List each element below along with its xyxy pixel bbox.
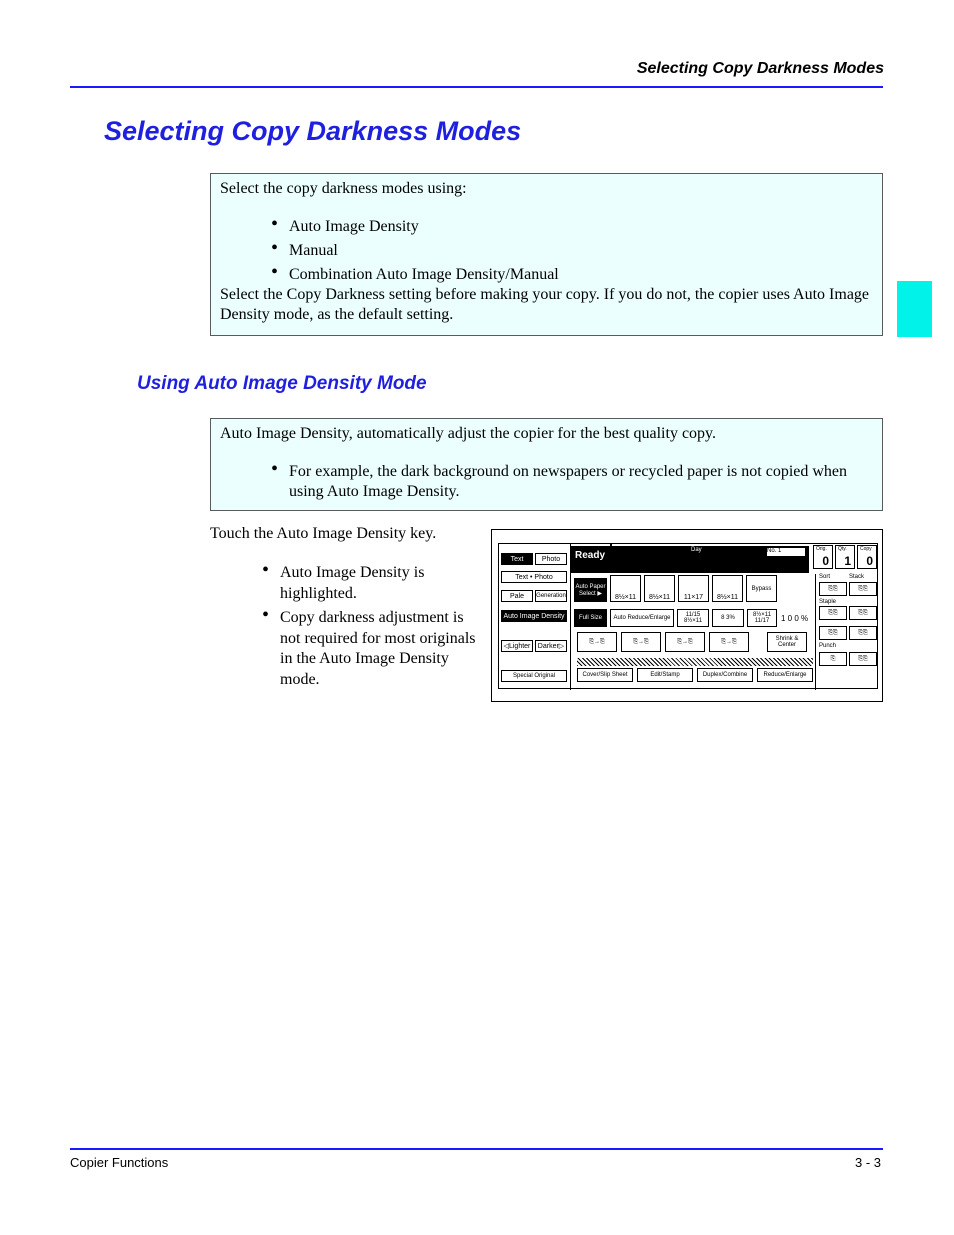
ratio-key-3[interactable]: 8½×11 11/17	[747, 609, 777, 627]
staple-key-4[interactable]: ⎘⎘	[849, 626, 877, 640]
text-key[interactable]: Text	[501, 553, 533, 565]
duplex-combine-key[interactable]: Duplex/Combine	[697, 668, 753, 682]
sort-label: Sort	[819, 574, 831, 580]
pale-key[interactable]: Pale	[501, 590, 533, 602]
job-number: No. 1	[767, 548, 805, 556]
page-number: 3 - 3	[854, 1155, 881, 1170]
page-title: Selecting Copy Darkness Modes	[104, 116, 522, 146]
tray-1-key[interactable]: 8½×11	[610, 575, 641, 602]
text-photo-key[interactable]: Text • Photo	[501, 571, 567, 583]
aid-box	[210, 418, 883, 511]
staple-label: Staple	[819, 599, 837, 605]
generation-key[interactable]: Generation	[535, 590, 567, 602]
sort-key[interactable]: ⎘⎘	[819, 582, 847, 596]
punch-key-1[interactable]: ⎘	[819, 652, 847, 666]
instruction-text: Touch the Auto Image Density key.	[210, 525, 437, 542]
lighter-key[interactable]: ◁Lighter	[501, 640, 533, 652]
tray-4-key[interactable]: 8½×11	[712, 575, 743, 602]
footer-section: Copier Functions	[70, 1155, 169, 1170]
list-item: • For example, the dark background on newspapers or recycled paper is not copied when using Auto Image Density.	[289, 462, 873, 502]
cover-slip-sheet-key[interactable]: Cover/Slip Sheet	[577, 668, 633, 682]
duplex-icon-1[interactable]: ⎘→⎘	[577, 632, 617, 652]
duplex-icon-4[interactable]: ⎘→⎘	[709, 632, 749, 652]
header-rule	[70, 86, 883, 88]
ratio-key-1[interactable]: 11/15 8½×11	[677, 609, 709, 627]
staple-key-2[interactable]: ⎘⎘	[849, 606, 877, 620]
tray-2-key[interactable]: 8½×11	[644, 575, 675, 602]
photo-key[interactable]: Photo	[535, 553, 567, 565]
ratio-key-2[interactable]: 8 3%	[712, 609, 744, 627]
special-original-key[interactable]: Special Original	[501, 670, 567, 682]
qty-counter: Qty. 1	[835, 545, 855, 569]
stack-key[interactable]: ⎘⎘	[849, 582, 877, 596]
list-item: • Auto Image Density	[289, 217, 873, 237]
list-item: • Combination Auto Image Density/Manual	[289, 265, 873, 285]
aid-list	[289, 462, 873, 502]
ready-status: Ready	[575, 550, 606, 561]
list-item: • Auto Image Density is highlighted.	[280, 563, 485, 604]
list-item: • Manual	[289, 241, 873, 261]
aid-lead: Auto Image Density, automatically adjust the copier for the best quality copy.	[220, 425, 717, 442]
hatched-strip	[577, 658, 813, 666]
unused	[610, 544, 612, 546]
auto-image-density-key[interactable]: Auto Image Density	[501, 610, 567, 622]
auto-reduce-enlarge-key[interactable]: Auto Reduce/Enlarge	[610, 609, 674, 627]
copier-panel	[498, 543, 878, 689]
intro-list	[289, 217, 873, 285]
copy-counter: Copy 0	[857, 545, 877, 569]
bypass-key[interactable]: Bypass	[746, 575, 777, 602]
day-label: Day	[691, 547, 702, 553]
list-item: • Copy darkness adjustment is not required for most originals in the Auto Image Density mode.	[280, 608, 485, 690]
intro-lead: Select the copy darkness modes using:	[220, 180, 467, 197]
finisher-divider	[815, 574, 816, 690]
auto-paper-select-key[interactable]: Auto Paper Select ▶	[574, 578, 607, 602]
tray-3-key[interactable]: 11×17	[678, 575, 709, 602]
section-title: Using Auto Image Density Mode	[137, 373, 427, 394]
shrink-center-key[interactable]: Shrink & Center	[767, 632, 807, 652]
staple-key-1[interactable]: ⎘⎘	[819, 606, 847, 620]
chapter-tab	[897, 281, 932, 337]
copier-panel-figure	[491, 529, 883, 702]
reduce-enlarge-key[interactable]: Reduce/Enlarge	[757, 668, 813, 682]
punch-key-2[interactable]: ⎘⎘	[849, 652, 877, 666]
footer-rule	[70, 1148, 883, 1150]
stack-label: Stack	[849, 574, 865, 580]
duplex-icon-3[interactable]: ⎘→⎘	[665, 632, 705, 652]
status-bar	[571, 546, 809, 573]
ratio-display: 1 0 0 %	[781, 614, 809, 623]
darker-key[interactable]: Darker▷	[535, 640, 567, 652]
punch-label: Punch	[819, 643, 837, 649]
staple-key-3[interactable]: ⎘⎘	[819, 626, 847, 640]
edit-stamp-key[interactable]: Edit/Stamp	[637, 668, 693, 682]
intro-note: Select the Copy Darkness setting before making your copy. If you do not, the copier uses Auto Image Density mode, as the default setting.	[220, 286, 870, 323]
duplex-icon-2[interactable]: ⎘→⎘	[621, 632, 661, 652]
intro-box	[210, 173, 883, 336]
instruction-list	[280, 563, 485, 690]
full-size-key[interactable]: Full Size	[574, 609, 607, 627]
running-header-title: Selecting Copy Darkness Modes	[636, 60, 884, 77]
orig-counter: Orig. 0	[813, 545, 833, 569]
